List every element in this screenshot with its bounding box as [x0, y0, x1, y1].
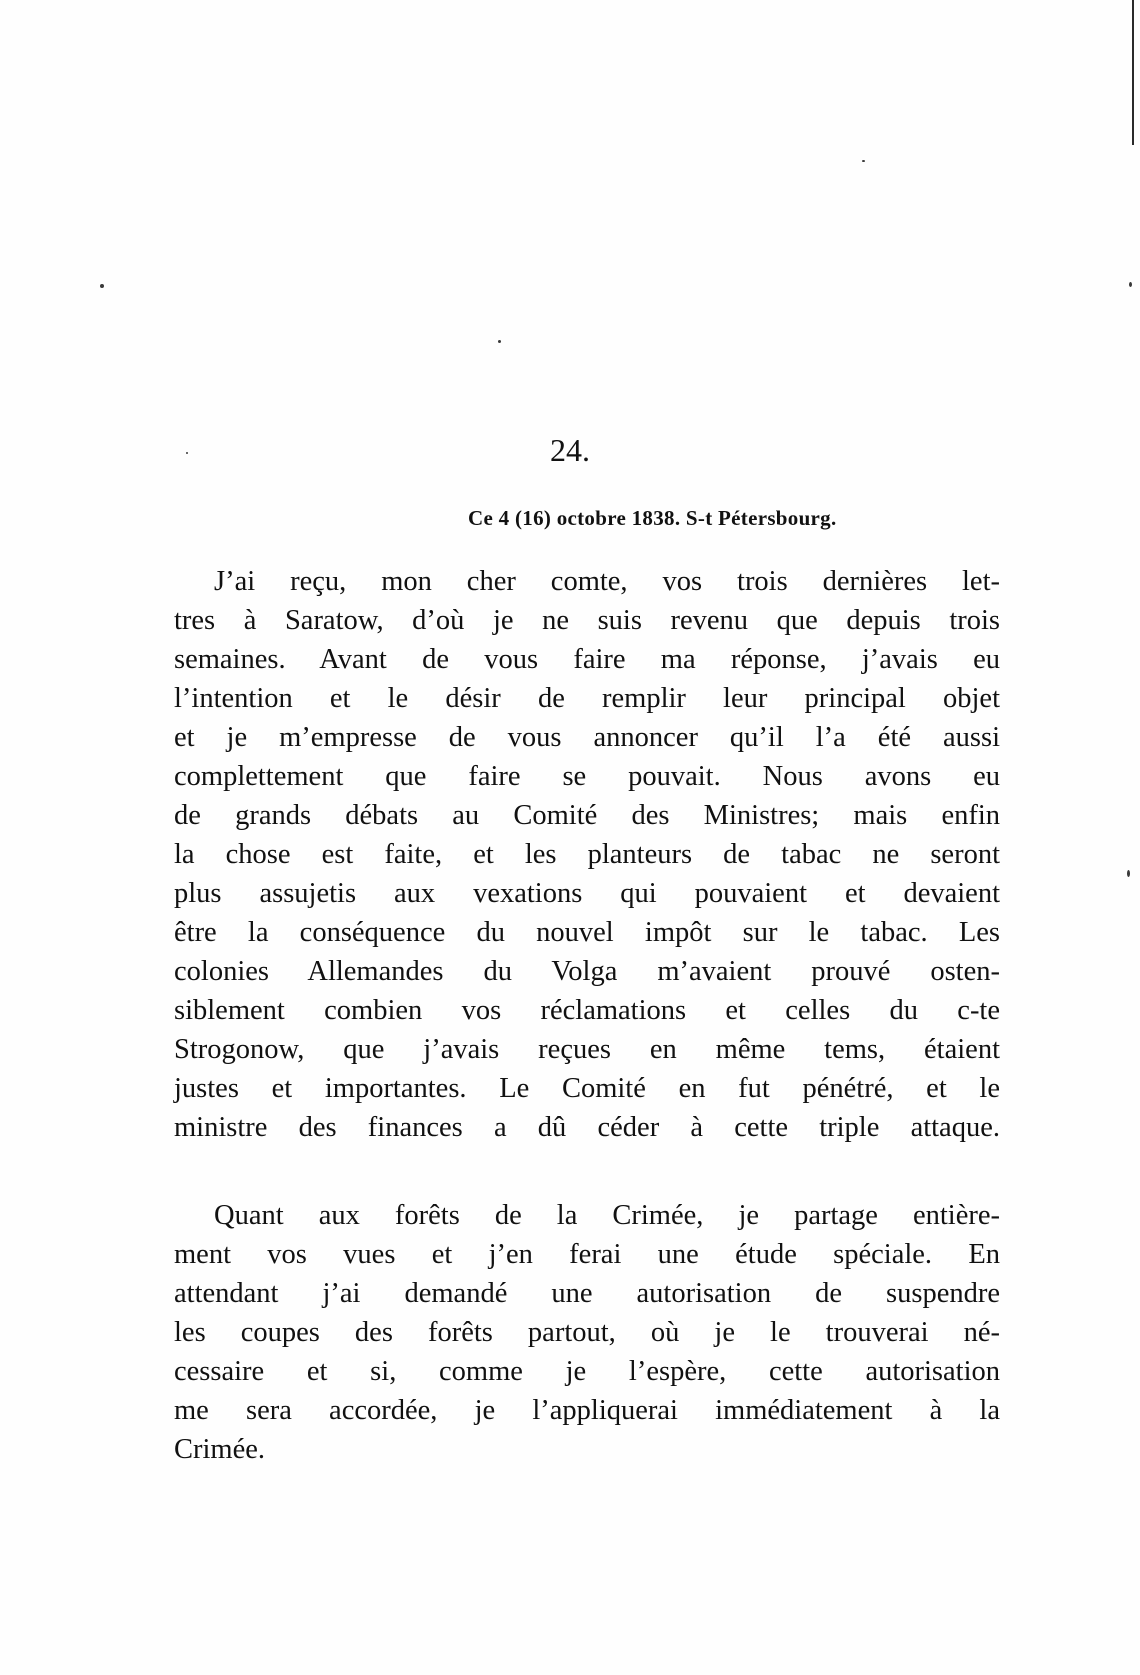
text-line: les coupes des forêts partout, où je le trouverai né-	[174, 1317, 1000, 1348]
text-line: attendant j’ai demandé une autorisation de suspendre	[174, 1278, 1000, 1309]
ink-speck	[498, 340, 501, 343]
text-line: et je m’empresse de vous annoncer qu’il l’a été aussi	[174, 722, 1000, 753]
text-line: Quant aux forêts de la Crimée, je partage entière-	[214, 1200, 1000, 1231]
text-line: J’ai reçu, mon cher comte, vos trois dernières let-	[214, 566, 1000, 597]
letter-number: 24.	[550, 432, 590, 468]
ink-speck	[100, 284, 104, 288]
text-line: tres à Saratow, d’où je ne suis revenu que depuis trois	[174, 605, 1000, 636]
ink-speck	[1129, 282, 1132, 287]
text-line: ministre des finances a dû céder à cette triple attaque.	[174, 1112, 1000, 1143]
text-line: semaines. Avant de vous faire ma réponse, j’avais eu	[174, 644, 1000, 675]
text-line: justes et importantes. Le Comité en fut pénétré, et le	[174, 1073, 1000, 1104]
text-line: de grands débats au Comité des Ministres; mais enfin	[174, 800, 1000, 831]
text-line: Strogonow, que j’avais reçues en même tems, étaient	[174, 1034, 1000, 1065]
text-line: être la conséquence du nouvel impôt sur le tabac. Les	[174, 917, 1000, 948]
text-line: siblement combien vos réclamations et celles du c-te	[174, 995, 1000, 1026]
ink-speck	[862, 160, 865, 162]
text-line: cessaire et si, comme je l’espère, cette autorisation	[174, 1356, 1000, 1387]
paragraph-2	[174, 1196, 1000, 1469]
binding-edge-line	[1132, 0, 1134, 145]
text-line: colonies Allemandes du Volga m’avaient prouvé osten-	[174, 956, 1000, 987]
text-line: complettement que faire se pouvait. Nous avons eu	[174, 761, 1000, 792]
ink-speck	[1127, 870, 1130, 877]
text-line: ment vos vues et j’en ferai une étude spéciale. En	[174, 1239, 1000, 1270]
text-line: plus assujetis aux vexations qui pouvaient et devaient	[174, 878, 1000, 909]
text-line: la chose est faite, et les planteurs de tabac ne seront	[174, 839, 1000, 870]
text-line: me sera accordée, je l’appliquerai immédiatement à la	[174, 1395, 1000, 1426]
paragraph-1	[174, 562, 1000, 1147]
text-line: Crimée.	[174, 1434, 266, 1465]
letter-dateline: Ce 4 (16) octobre 1838. S-t Pétersbourg.	[468, 506, 837, 530]
text-line: l’intention et le désir de remplir leur principal objet	[174, 683, 1000, 714]
